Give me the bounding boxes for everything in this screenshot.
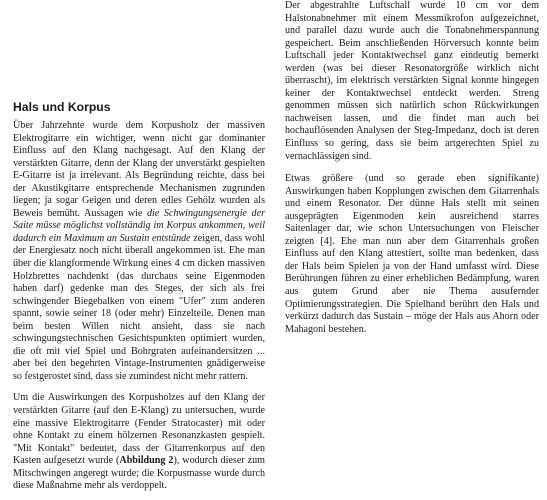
paragraph-neck: Etwas größere (und so gerade eben signifikante) Auswirkungen haben Kopplungen zwischen dem Gitarrenhals und einem Resonator. Der dünne Hals stellt mit seinen ausgeprägten Eigenmoden kein ausreichend starres Saitenlager dar, wie schon Untersuchungen von Fleischer zeigten [4]. Ehe man nun aber dem Gitarrenhals großen Einfluss auf den Klang attestiert, sollte man bedenken, dass der Hals beim Spielen ja von der Hand umfasst wird. Diese Berührungen führen zu einer erheblichen Bedämpfung, waren aus gutem Grund aber nie Thema ausufernder Optimierungsstrategien. Die Spielhand berührt den Hals und verkürzt dadurch das Sustain – möge der Hals aus Ahorn oder Mahagoni bestehen. bbox=[285, 173, 539, 335]
paragraph-measurement: Der abgestrahlte Luftschall wurde 10 cm vor dem Halstonabnehmer mit einem Messmikrofon aufgezeichnet, und parallel dazu wurde auch die Tonabnehmerspannung gespeichert. Beim anschließenden Hörversuch konnte beim Luftschall jeder Kontaktwechsel ganz eindeutig bemerkt werden (was bei dieser Resonatorgröße wirklich nicht überrascht), im elektrisch verstärkten Signal konnte hingegen keiner der Kontaktwechsel entdeckt werden. Streng genommen müssen sich natürlich schon Rückwirkungen nachweisen lassen, und die findet man auch bei hochauflösenden Analysen der Steg-Impedanz, doch ist deren Einfluss so gering, dass sie beim artgerechten Spiel zu vernachlässigen sind. bbox=[285, 0, 539, 162]
left-column bbox=[13, 0, 265, 493]
section-heading: Hals und Korpus bbox=[13, 100, 111, 114]
paragraph-text: ), wodurch dieser zum Mitschwingen angeregt wurde; die Korpusmasse wurde durch diese Maßnahme mehr als verdoppelt. bbox=[13, 455, 265, 492]
paragraph-experiment bbox=[13, 392, 265, 492]
figure-reference: Abbildung 2 bbox=[119, 455, 174, 467]
paragraph-text: zeigen, dass wohl der Energiesatz noch nicht überall angekommen ist. Ehe man über die klangformende Wirkung eines 4 cm dicken massiven Holzbrettes nachdenkt (das durchaus seine Eigenmoden haben darf) gedenke man des Steges, der sich als frei schwingender Biegebalken von einem "Ufer" zum anderen spannt, sowie seiner 18 (oder mehr) Einzelteile. Denen man beim besten Willen nicht ansieht, dass sie nach schwingungstechnischen Gesichtspunkten optimiert wurden, die oft mit viel Spiel und Bohrgraten aufeinandersitzen ... aber bei den begehrten Vintage-Instrumenten gnädigerweise so festgerostet sind, dass sie zumindest nicht mehr rattern. bbox=[13, 232, 265, 382]
paragraph-text: Um die Auswirkungen des Korpusholzes auf den Klang der verstärkten Gitarre (auf den E-Klang) zu untersuchen, wurde eine massive Elektrogitarre (Fender Stratocaster) mit oder ohne Kontakt zu einem hölzernen Resonanzkasten gespielt. "Mit Kontakt" bedeutet, dass der Gitarrenkorpus auf den Kasten aufgesetzt wurde ( bbox=[13, 392, 265, 467]
italic-quote: die Schwingungsenergie der Saite müsse möglichst vollständig im Korpus ankommen, weil dadurch ein Maximum an Sustain entstünde bbox=[13, 207, 266, 244]
paragraph-intro bbox=[13, 120, 265, 383]
right-column bbox=[285, 0, 539, 336]
paragraph-text: Über Jahrzehnte wurde dem Korpusholz der massiven Elektrogitarre ein wichtiger, wenn nicht gar dominanter Einfluss auf den Klang nachgesagt. Auf den Klang der verstärkten Gitarre, denn der Klang der unverstärkt gespielten E-Gitarre ist ja irrelevant. Als Begründung reichte, dass bei der Akustikgitarre entsprechende Mechanismen zugrunden liegen; ja sogar Geigen und deren edles Gehölz wurden als Beweis bemüht. Aussagen wie bbox=[13, 120, 265, 219]
